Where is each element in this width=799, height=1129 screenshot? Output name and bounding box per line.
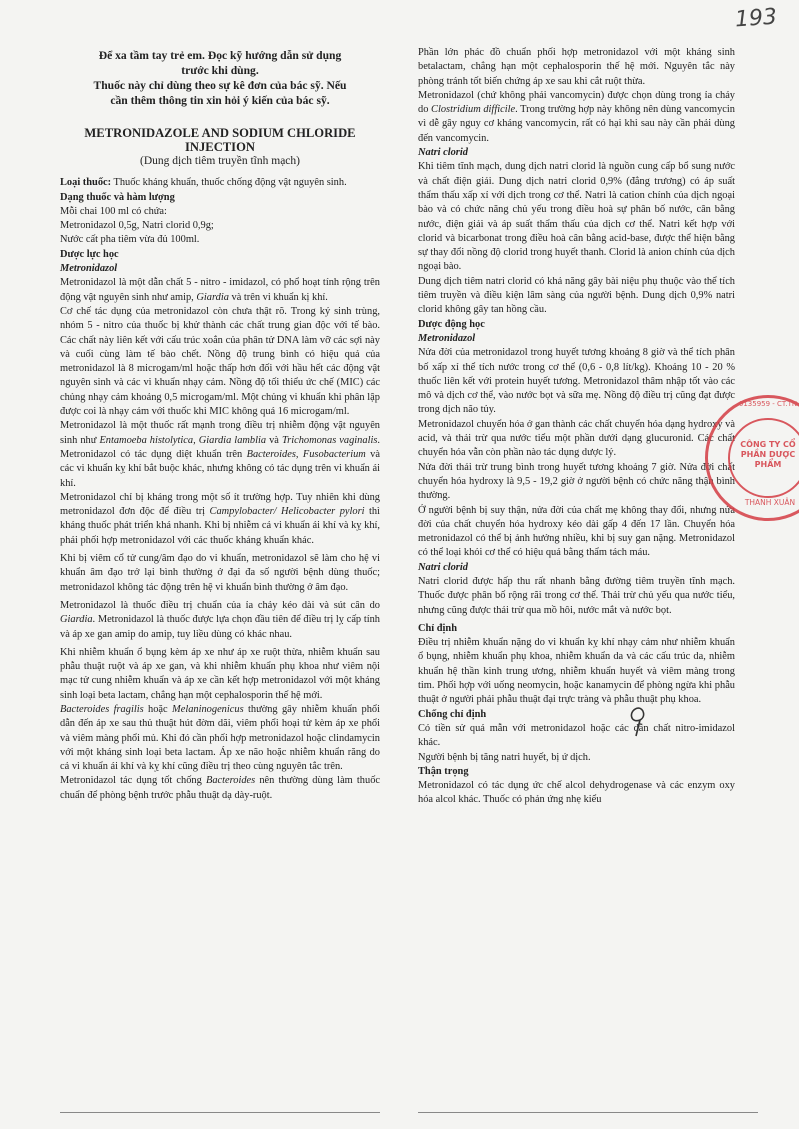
left-column <box>60 48 380 803</box>
form-line: Metronidazol 0,5g, Natri clorid 0,9g; <box>60 220 214 232</box>
paragraph: Metronidazol có tác dụng ức chế alcol dehydrogenase và các enzym oxy hóa alcol khác. Thuốc có phản ứng nhẹ kiểu <box>418 780 735 806</box>
form-line: Mỗi chai 100 ml có chứa: <box>60 205 167 217</box>
drug-type-label: Loại thuốc: <box>60 177 112 189</box>
paragraph: Có tiền sử quá mẫn với metronidazol hoặc các dẫn chất nitro-imidazol khác. <box>418 722 735 749</box>
section-heading-pharmacology: Dược lực học <box>60 248 119 260</box>
footer-rule <box>418 1112 758 1113</box>
footer-rule <box>60 1112 380 1113</box>
form-line: Nước cất pha tiêm vừa đủ 100ml. <box>60 234 200 246</box>
paragraph: Natri clorid được hấp thu rất nhanh bằng đường tiêm truyền tĩnh mạch. Thuốc được phân bố rộng rãi trong cơ thể. Thải trừ chủ yếu qua nước tiểu, nhưng cũng được thải trừ qua mồ hôi, nước mắt và nước bọt. <box>418 575 735 616</box>
paragraph: Khi bị viêm cổ tử cung/âm đạo do vi khuẩn, metronidazol sẽ làm cho hệ vi khuẩn âm đạo trở lại bình thường ở đại đa số người bệnh dùng thuốc; metronidazol không tác động trên hệ vi khuẩn bình thường ở âm đạo. <box>60 553 380 593</box>
section-heading-contraindications: Chống chỉ định <box>418 708 487 720</box>
paragraph: Nửa đời của metronidazol trong huyết tương khoảng 8 giờ và thể tích phân bố xấp xỉ thể tích nước trong cơ thể (0,6 - 0,8 lít/kg). Khoảng 10 - 20 % thuốc liên kết với protein huyết tương. Metronidazol thâm nhập tốt vào các mô và dịch cơ thể, vào nước bọt và sữa mẹ. Nồng độ điều trị cũng đạt được trong dịch não tủy. <box>418 347 735 416</box>
stamp-bottom-text: THANH XUÂN <box>744 498 796 507</box>
subheading-natri-clorid: Natri clorid <box>418 147 468 159</box>
subheading-metronidazol-pk: Metronidazol <box>418 332 476 344</box>
paragraph: Dung dịch tiêm natri clorid có khả năng gây bài niệu phụ thuộc vào thể tích tiêm truyền và điều kiện lâm sàng của người bệnh. Dung dịch 0,9% natri clorid không gây tan hồng cầu. <box>418 275 735 316</box>
subheading-natri-clorid-pk: Natri clorid <box>418 561 468 573</box>
drug-type <box>60 176 380 190</box>
subheading-metronidazol: Metronidazol <box>60 263 118 275</box>
warning-line: Thuốc này chỉ dùng theo sự kê đơn của bác sỹ. Nếu <box>93 79 347 92</box>
paragraph: Metronidazol chỉ bị kháng trong một số ít trường hợp. Tuy nhiên khi dùng metronidazol đơn độc để điều trị Campylobacter/ Helicobacter pylori thì kháng thuốc phát triển khá nhanh. Khi bị nhiễm cả vi khuẩn ái khí và kỵ khí, phải phối hợp metronidazol với các thuốc kháng khuẩn khác. <box>60 491 380 546</box>
paragraph: Khi nhiễm khuẩn ổ bụng kèm áp xe như áp xe ruột thừa, nhiễm khuẩn sau phẫu thuật ruột và áp xe gan, và khi nhiễm khuẩn phụ khoa như viêm nội mạc tử cung nhiễm khuẩn và áp xe cần kết hợp metronidazol với một kháng sinh loại beta lactam, chẳng hạn một cephalosporin thế hệ mới. <box>60 646 380 701</box>
handwritten-page-number: 193 <box>734 4 778 33</box>
drug-type-value: Thuốc kháng khuẩn, thuốc chống động vật nguyên sinh. <box>111 177 347 189</box>
title-line: INJECTION <box>185 140 255 154</box>
stamp-center-text: CÔNG TY CỔ PHẦN DƯỢC PHẨM <box>740 440 796 469</box>
right-column <box>418 46 735 808</box>
paragraph: Điều trị nhiễm khuẩn nặng do vi khuẩn kỵ khí nhạy cảm như nhiễm khuẩn ổ bụng, nhiễm khuẩn phụ khoa, nhiễm khuẩn da và các cấu trúc da, nhiễm khuẩn hệ thần kinh trung ương, nhiễm khuẩn huyết và viêm màng trong tim. Phối hợp với uống neomycin, hoặc kanamycin để phòng ngừa khi phẫu thuật ở người phải phẫu thuật đại trực tràng và phẫu thuật phụ khoa. <box>418 637 735 706</box>
warning-line: cần thêm thông tin xin hỏi ý kiến của bác sỹ. <box>110 94 330 107</box>
paragraph: Bacteroides fragilis hoặc Melaninogenicus thường gây nhiễm khuẩn phổi dẫn đến áp xe sau thủ thuật hút đờm dãi, viêm phổi hoại tử kèm áp xe phổi và viêm màng phổi mủ. Khi đó cần phối hợp metronidazol hoặc clindamycin với một kháng sinh loại beta lactam. Áp xe não hoặc nhiễm khuẩn răng do cả vi khuẩn ái khí và kỵ khí cũng điều trị theo cùng nguyên tắc trên. <box>60 703 380 773</box>
document-subtitle: (Dung dịch tiêm truyền tĩnh mạch) <box>139 155 300 167</box>
stamp-ring-text: 0135959 - CT.TN <box>738 400 798 408</box>
paragraph: Người bệnh bị tăng natri huyết, bị ứ dịch. <box>418 751 591 763</box>
paragraph: Metronidazol là một dẫn chất 5 - nitro - imidazol, có phổ hoạt tính rộng trên động vật nguyên sinh như amip, Giardia và trên vi khuẩn kị khí. <box>60 277 380 303</box>
paragraph: Nửa đời thải trừ trung bình trong huyết tương khoảng 7 giờ. Nửa đời chất chuyển hóa hydroxy là 9,5 - 19,2 giờ ở người bệnh có chức năng thận bình thường. <box>418 461 735 502</box>
paragraph: Ở người bệnh bị suy thận, nửa đời của chất mẹ không thay đổi, nhưng nửa đời của chất chuyển hóa hydroxy kéo dài gấp 4 đến 17 lần. Chuyển hóa metronidazol có thể bị ảnh hưởng nhiều, khi bị suy gan nặng. Metronidazol có thể loại khỏi cơ thể có hiệu quả bằng thẩm tách máu. <box>418 504 735 559</box>
warning-line: Để xa tầm tay trẻ em. Đọc kỹ hướng dẫn sử dụng <box>98 49 342 62</box>
title-line: METRONIDAZOLE AND SODIUM CHLORIDE <box>84 126 356 140</box>
paragraph: Metronidazol tác dụng tốt chống Bacteroides nên thường dùng làm thuốc chuẩn để phòng bệnh trước phẫu thuật dạ dày-ruột. <box>60 775 380 801</box>
warning-line: trước khi dùng. <box>181 64 259 77</box>
usage-warning <box>60 48 380 108</box>
paragraph: Metronidazol là thuốc điều trị chuẩn của ỉa chảy kéo dài và sút cân do Giardia. Metronidazol là thuốc được lựa chọn đầu tiên để điều trị lỵ cấp tính và áp xe gan amip do amip, tuy liều dùng có khác nhau. <box>60 599 380 640</box>
section-heading-pharmacokinetics: Dược động học <box>418 318 485 330</box>
section-heading-indications: Chỉ định <box>418 622 457 634</box>
paragraph: Khi tiêm tĩnh mạch, dung dịch natri clorid là nguồn cung cấp bổ sung nước và chất điện giải. Dung dịch natri clorid 0,9% (đẳng trương) có áp suất thẩm thấu xấp xỉ với dịch trong cơ thể. Natri là cation chính của dịch ngoại bào và có chức năng chủ yếu trong điều hoà sự phân bố nước, cân bằng nước, điện giải và áp suất thẩm thấu của dịch cơ thể. Natri kết hợp với clorid và bicarbonat trong điều hoà cân bằng acid-base, được thể hiện bằng sự thay đổi nồng độ clorid trong huyết thanh. Clorid là anion chính của dịch ngoại bào. <box>418 161 735 273</box>
paragraph: Metronidazol (chứ không phải vancomycin) được chọn dùng trong ỉa chảy do Clostridium difficile. Trong trường hợp này không nên dùng vancomycin vì dễ gây nguy cơ kháng vancomycin, rất có hại khi sau này cần phải dùng đến vancomycin. <box>418 89 735 144</box>
signature-mark <box>618 700 658 740</box>
paragraph: Metronidazol chuyển hóa ở gan thành các chất chuyển hóa dạng hydroxy và acid, và thải trừ qua nước tiểu một phần dưới dạng glucuronid. Các chất chuyển hóa vẫn còn phần nào tác dụng dược lý. <box>418 418 735 459</box>
paragraph: Cơ chế tác dụng của metronidazol còn chưa thật rõ. Trong ký sinh trùng, nhóm 5 - nitro của thuốc bị khử thành các chất trung gian độc với tế bào. Các chất này liên kết với cấu trúc xoắn của phân tử DNA làm vỡ các sợi này và cuối cùng làm tế bào chết. Nồng độ trung bình có hiệu quả của metronidazol là 8 microgam/ml hoặc thấp hơn đối với hầu hết các động vật nguyên sinh và các vi khuẩn nhạy cảm. Nồng độ tối thiểu ức chế (MIC) các chủng nhạy cảm khoảng 0,5 microgam/ml. Một chủng vi khuẩn khi phân lập được coi là nhạy cảm với thuốc khi MIC không quá 16 microgam/ml. <box>60 305 380 418</box>
document-title <box>60 126 380 154</box>
paragraph: Phần lớn phác đồ chuẩn phối hợp metronidazol với một kháng sinh betalactam, chẳng hạn một cephalosporin thế hệ mới. Nguyên tắc này phòng tránh tốt biến chứng áp xe sau khi cắt ruột thừa. <box>418 47 735 87</box>
paragraph: Metronidazol là một thuốc rất mạnh trong điều trị nhiễm động vật nguyên sinh như Entamoeba histolytica, Giardia lamblia và Trichomonas vaginalis. Metronidazol có tác dụng diệt khuẩn trên Bacteroides, Fusobacterium và các vi khuẩn kỵ khí bắt buộc khác, nhưng không có tác dụng trên vi khuẩn ái khí. <box>60 420 380 489</box>
section-heading-form: Dạng thuốc và hàm lượng <box>60 191 175 203</box>
section-heading-precautions: Thận trọng <box>418 765 469 777</box>
